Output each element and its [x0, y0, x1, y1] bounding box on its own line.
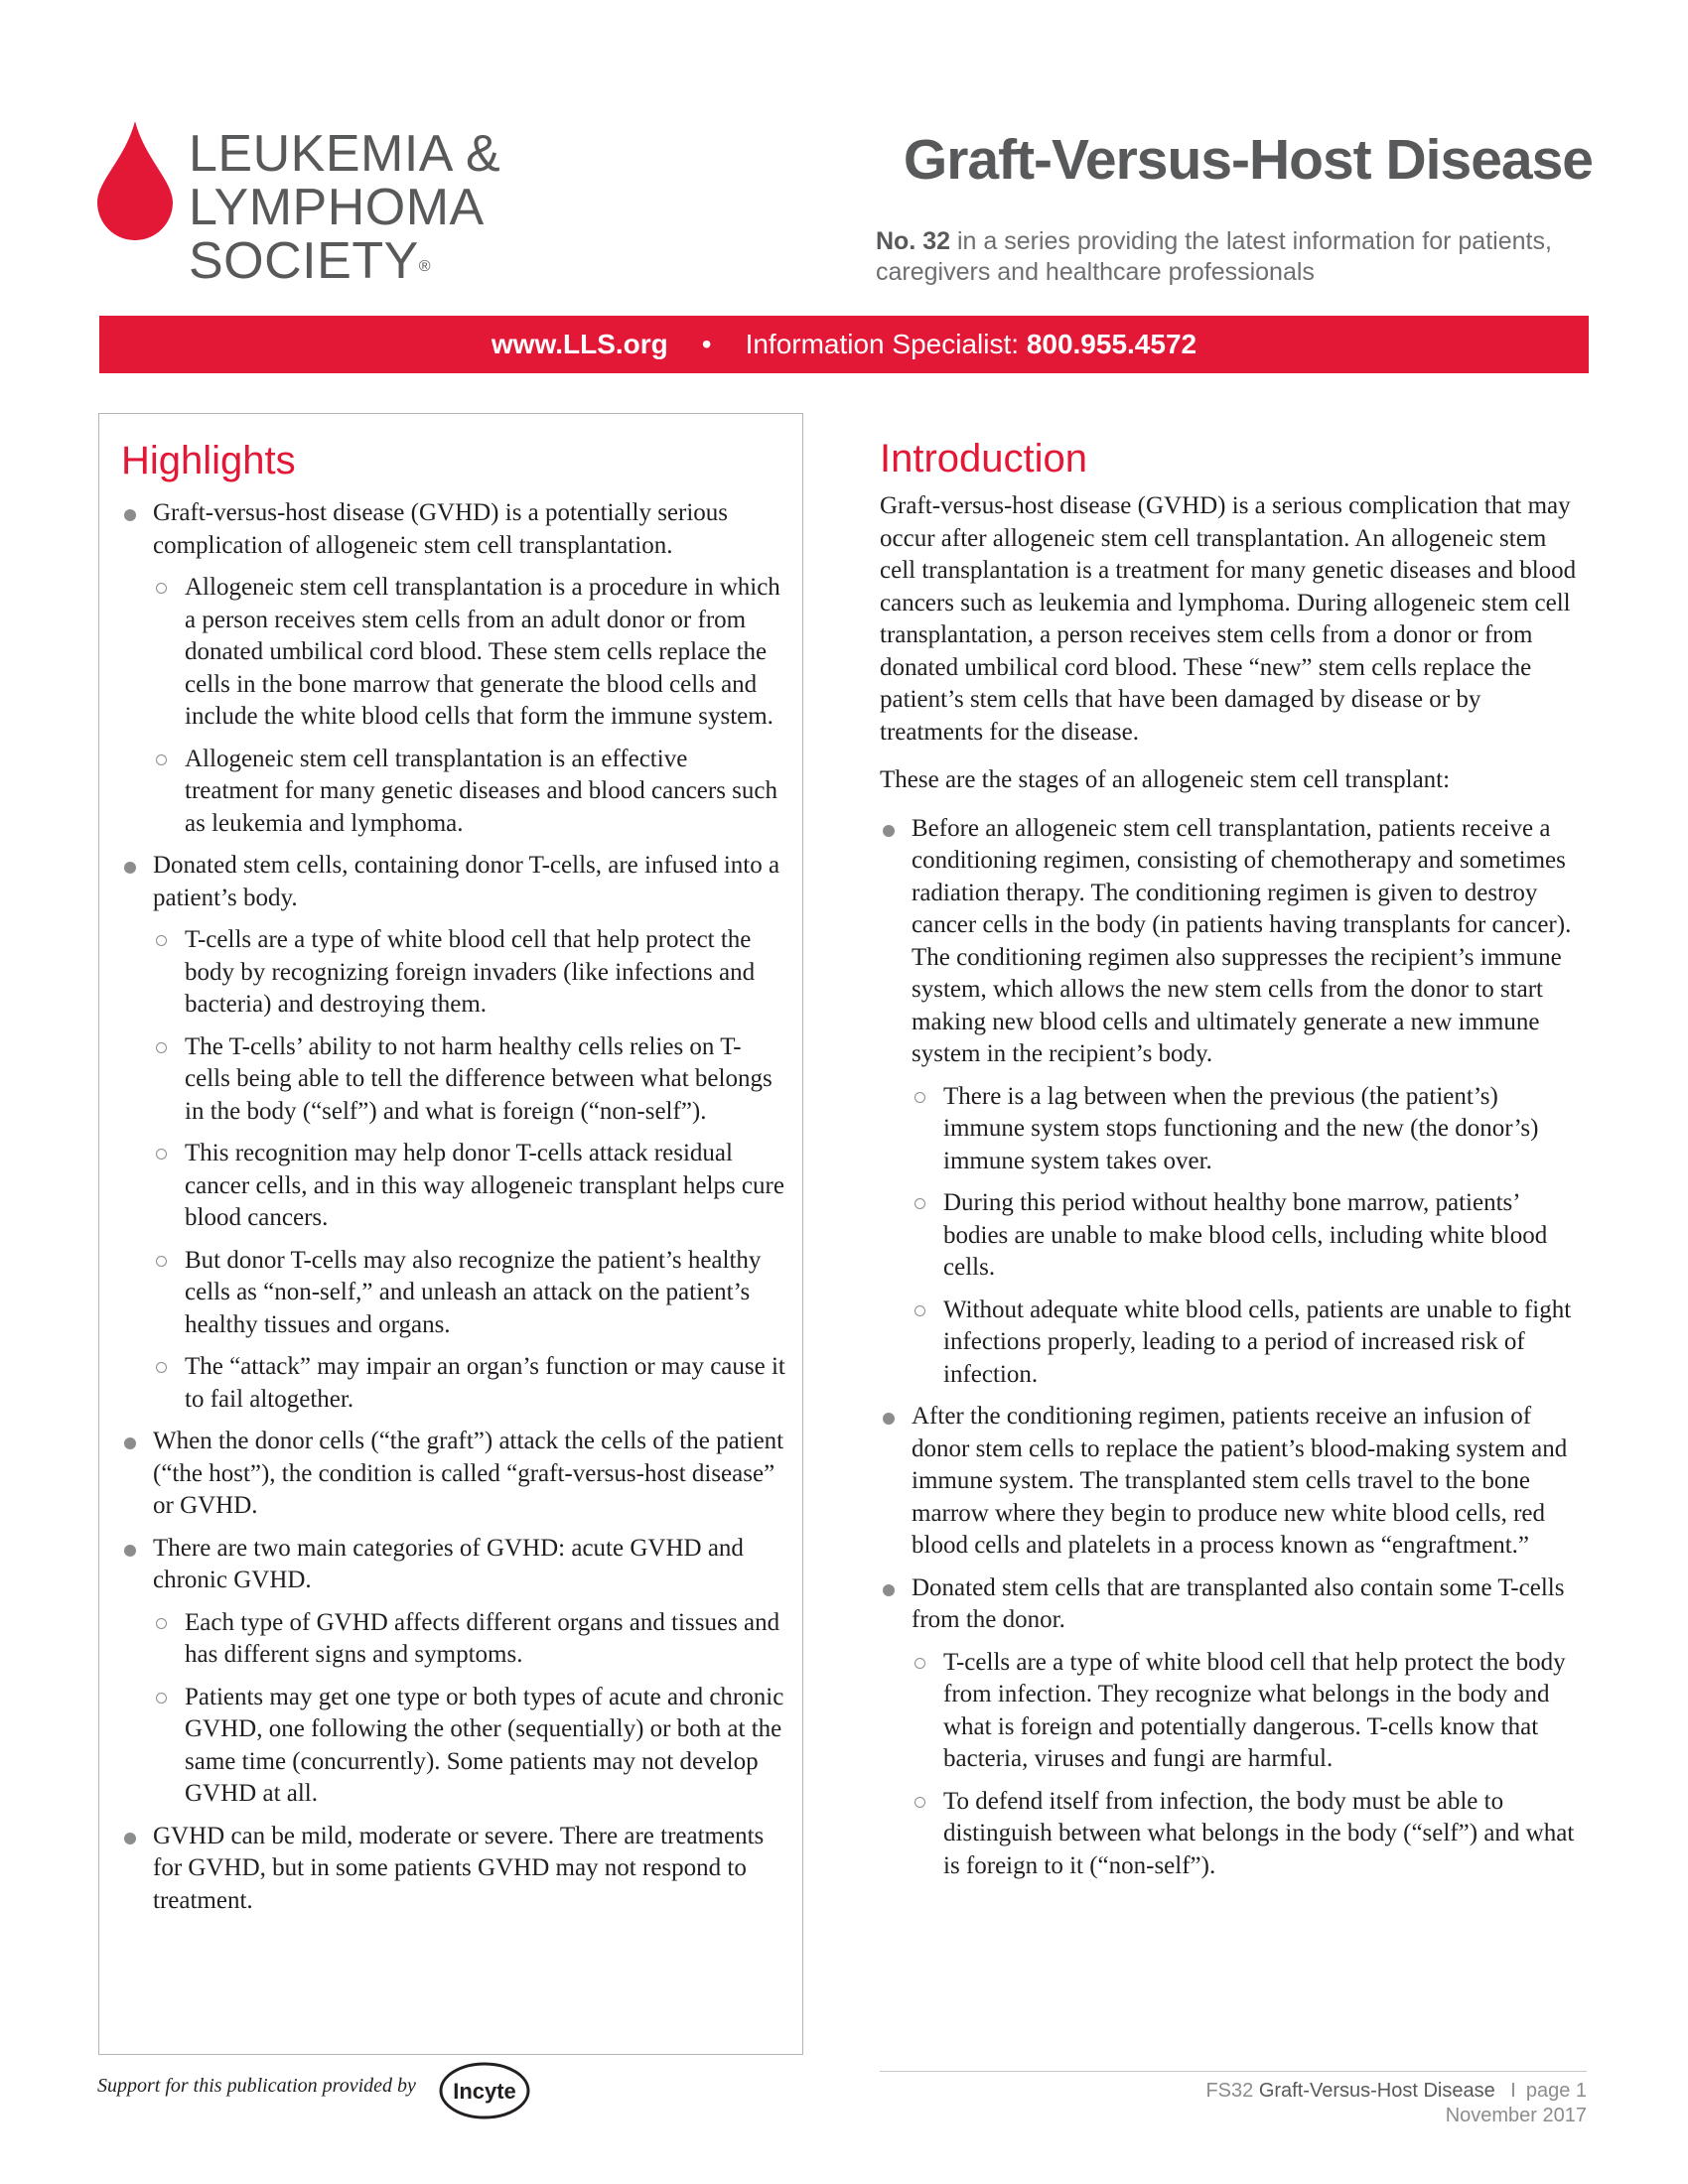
bullet-text: Patients may get one type or both types of acute and chronic GVHD, one following the other (sequentially) or both at the same time (concurrently). Some patients may not develop GVHD at all. [185, 1683, 784, 1807]
sub-bullet-item [121, 1351, 786, 1416]
website-link[interactable]: www.LLS.org [491, 329, 668, 359]
logo-wordmark [189, 127, 500, 288]
bullet-circle-icon [914, 1797, 925, 1808]
sub-bullet-item [121, 1607, 786, 1672]
bullet-text: Donated stem cells, containing donor T-cells, are infused into a patient’s body. [153, 852, 780, 911]
highlights-heading: Highlights [121, 439, 296, 482]
bullet-item [121, 497, 786, 562]
bullet-item [880, 813, 1585, 1071]
contact-bar [99, 316, 1589, 373]
sub-bullet-item [121, 572, 786, 734]
sub-bullet-item [121, 924, 786, 1022]
bullet-text: GVHD can be mild, moderate or severe. There are treatments for GVHD, but in some patients GVHD may not respond to treatment. [153, 1822, 765, 1914]
series-description [876, 226, 1591, 288]
bullet-circle-icon [914, 1092, 925, 1103]
bullet-text: T-cells are a type of white blood cell that help protect the body by recognizing foreign invaders (like infections and bacteria) and destroying them. [185, 926, 756, 1018]
bullet-text: T-cells are a type of white blood cell that help protect the body from infection. They recognize what belongs in the body and what is foreign and potentially dangerous. T-cells know that bacteria, viruses and fungi are harmful. [943, 1648, 1566, 1772]
bullet-text: Donated stem cells that are transplanted also contain some T-cells from the donor. [912, 1573, 1565, 1633]
series-number: No. 32 [876, 227, 951, 255]
bullet-text: The “attack” may impair an organ’s function or may cause it to fail altogether. [185, 1353, 785, 1413]
bullet-text: After the conditioning regimen, patients receive an infusion of donor stem cells to replace the patient’s blood-making system and immune system. The transplanted stem cells travel to the bone marrow where they begin to produce new white blood cells, red blood cells and platelets in a process known as “engraftment.” [912, 1403, 1568, 1559]
sub-bullet-item [880, 1295, 1585, 1392]
support-credit: Support for this publication provided by [97, 2075, 416, 2097]
bullet-item [121, 1533, 786, 1597]
phone-number[interactable]: 800.955.4572 [1026, 329, 1197, 359]
bullet-text: Allogeneic stem cell transplantation is an effective treatment for many genetic diseases and blood cancers such as leukemia and lymphoma. [185, 745, 777, 837]
bullet-item [121, 1426, 786, 1523]
logo-line-1: LEUKEMIA & [189, 125, 501, 183]
highlights-list [121, 497, 786, 1927]
bullet-item [121, 850, 786, 914]
bullet-circle-icon [156, 754, 167, 765]
bar-separator: • [701, 329, 712, 359]
highlights-box [98, 413, 803, 2055]
bullet-text: The T-cells’ ability to not harm healthy cells relies on T-cells being able to tell the difference between what belongs in the body (“self”) and what is foreign (“non-self”). [185, 1032, 773, 1125]
sub-bullet-item [121, 1138, 786, 1235]
footer-code: FS32 [1205, 2080, 1254, 2102]
bullet-text: Before an allogeneic stem cell transplantation, patients receive a conditioning regimen, consisting of chemotherapy and sometimes radiation therapy. The conditioning regimen is given to destroy cancer cells in the body (in patients having transplants for cancer). The conditioning regimen also suppresses the recipient’s immune system, which allows the new stem cells from the donor to start making new blood cells and ultimately generate a new immune system in the recipient’s body. [912, 814, 1572, 1067]
footer-divider [880, 2071, 1587, 2072]
bullet-item [880, 1401, 1585, 1563]
bullet-dot-icon [883, 1584, 895, 1596]
footer-title: Graft-Versus-Host Disease [1258, 2080, 1495, 2102]
bullet-dot-icon [883, 825, 895, 837]
bullet-circle-icon [914, 1198, 925, 1209]
footer-info [1205, 2079, 1587, 2128]
bullet-text: Graft-versus-host disease (GVHD) is a potentially serious complication of allogeneic stem cell transplantation. [153, 499, 729, 559]
bullet-dot-icon [883, 1413, 895, 1425]
bullet-circle-icon [156, 935, 167, 946]
bullet-text: During this period without healthy bone marrow, patients’ bodies are unable to make blood cells, including white blood cells. [943, 1189, 1548, 1281]
bullet-circle-icon [156, 1362, 167, 1373]
bullet-text: Without adequate white blood cells, patients are unable to fight infections properly, leading to a period of increased risk of infection. [943, 1296, 1572, 1388]
intro-paragraph-2: These are the stages of an allogeneic stem cell transplant: [880, 766, 1451, 793]
bullet-text: There is a lag between when the previous (the patient’s) immune system stops functioning and the new (the donor’s) immune system takes over. [943, 1082, 1539, 1174]
bullet-dot-icon [124, 1437, 136, 1449]
footer-separator: I [1510, 2080, 1516, 2102]
bullet-text: This recognition may help donor T-cells attack residual cancer cells, and in this way allogeneic transplant helps cure blood cancers. [185, 1140, 784, 1231]
bullet-circle-icon [156, 1042, 167, 1053]
logo-line-2: LYMPHOMA [189, 179, 485, 236]
sub-bullet-item [880, 1786, 1585, 1883]
series-text: in a series providing the latest information for patients, caregivers and healthcare professionals [876, 227, 1552, 286]
bullet-circle-icon [156, 1149, 167, 1160]
bullet-circle-icon [156, 1618, 167, 1629]
bullet-text: Each type of GVHD affects different organs and tissues and has different signs and symptoms. [185, 1608, 780, 1668]
bullet-item [121, 1821, 786, 1918]
sub-bullet-item [880, 1647, 1585, 1776]
bullet-circle-icon [156, 1256, 167, 1267]
sub-bullet-item [121, 1031, 786, 1129]
bullet-circle-icon [914, 1658, 925, 1669]
blood-drop-icon [95, 119, 175, 242]
specialist-label: Information Specialist: [745, 329, 1020, 359]
introduction-heading: Introduction [880, 437, 1088, 480]
incyte-logo-text: Incyte [453, 2079, 516, 2104]
bullet-circle-icon [156, 583, 167, 594]
bullet-dot-icon [124, 1833, 136, 1844]
incyte-logo [437, 2061, 532, 2120]
bullet-text: But donor T-cells may also recognize the patient’s healthy cells as “non-self,” and unleash an attack on the patient’s healthy tissues and organs. [185, 1246, 762, 1338]
footer-page: page 1 [1525, 2080, 1587, 2102]
footer-date: November 2017 [1445, 2105, 1587, 2126]
bullet-circle-icon [156, 1693, 167, 1704]
sub-bullet-item [880, 1081, 1585, 1178]
bullet-text: There are two main categories of GVHD: acute GVHD and chronic GVHD. [153, 1534, 744, 1593]
bullet-dot-icon [124, 862, 136, 874]
logo-line-3: SOCIETY [189, 232, 419, 290]
bullet-item [880, 1572, 1585, 1637]
intro-paragraph-1: Graft-versus-host disease (GVHD) is a serious complication that may occur after allogeneic stem cell transplantation. An allogeneic stem cell transplantation is a treatment for many genetic diseases and blood cancers such as leukemia and lymphoma. During allogeneic stem cell transplantation, a person receives stem cells from a donor or from donated umbilical cord blood. These “new” stem cells replace the patient’s stem cells that have been damaged by disease or by treatments for the disease. [880, 492, 1577, 746]
bullet-text: To defend itself from infection, the body must be able to distinguish between what belongs in the body (“self”) and what is foreign to it (“non-self”). [943, 1787, 1575, 1879]
sub-bullet-item [121, 1682, 786, 1811]
introduction-column [880, 490, 1585, 1892]
sub-bullet-item [121, 744, 786, 841]
bullet-circle-icon [914, 1305, 925, 1316]
sub-bullet-item [880, 1187, 1585, 1285]
intro-stages-list [880, 813, 1585, 1883]
bullet-text: When the donor cells (“the graft”) attack the cells of the patient (“the host”), the condition is called “graft-versus-host disease” or GVHD. [153, 1428, 784, 1519]
bullet-dot-icon [124, 509, 136, 521]
sub-bullet-item [121, 1245, 786, 1342]
lls-logo [95, 119, 532, 298]
bullet-dot-icon [124, 1545, 136, 1557]
bullet-text: Allogeneic stem cell transplantation is a procedure in which a person receives stem cells from an adult donor or from donated umbilical cord blood. These stem cells replace the cells in the bone marrow that generate the blood cells and include the white blood cells that form the immune system. [185, 574, 780, 730]
page-title: Graft-Versus-Host Disease [903, 128, 1593, 192]
registered-mark: ® [418, 258, 432, 275]
